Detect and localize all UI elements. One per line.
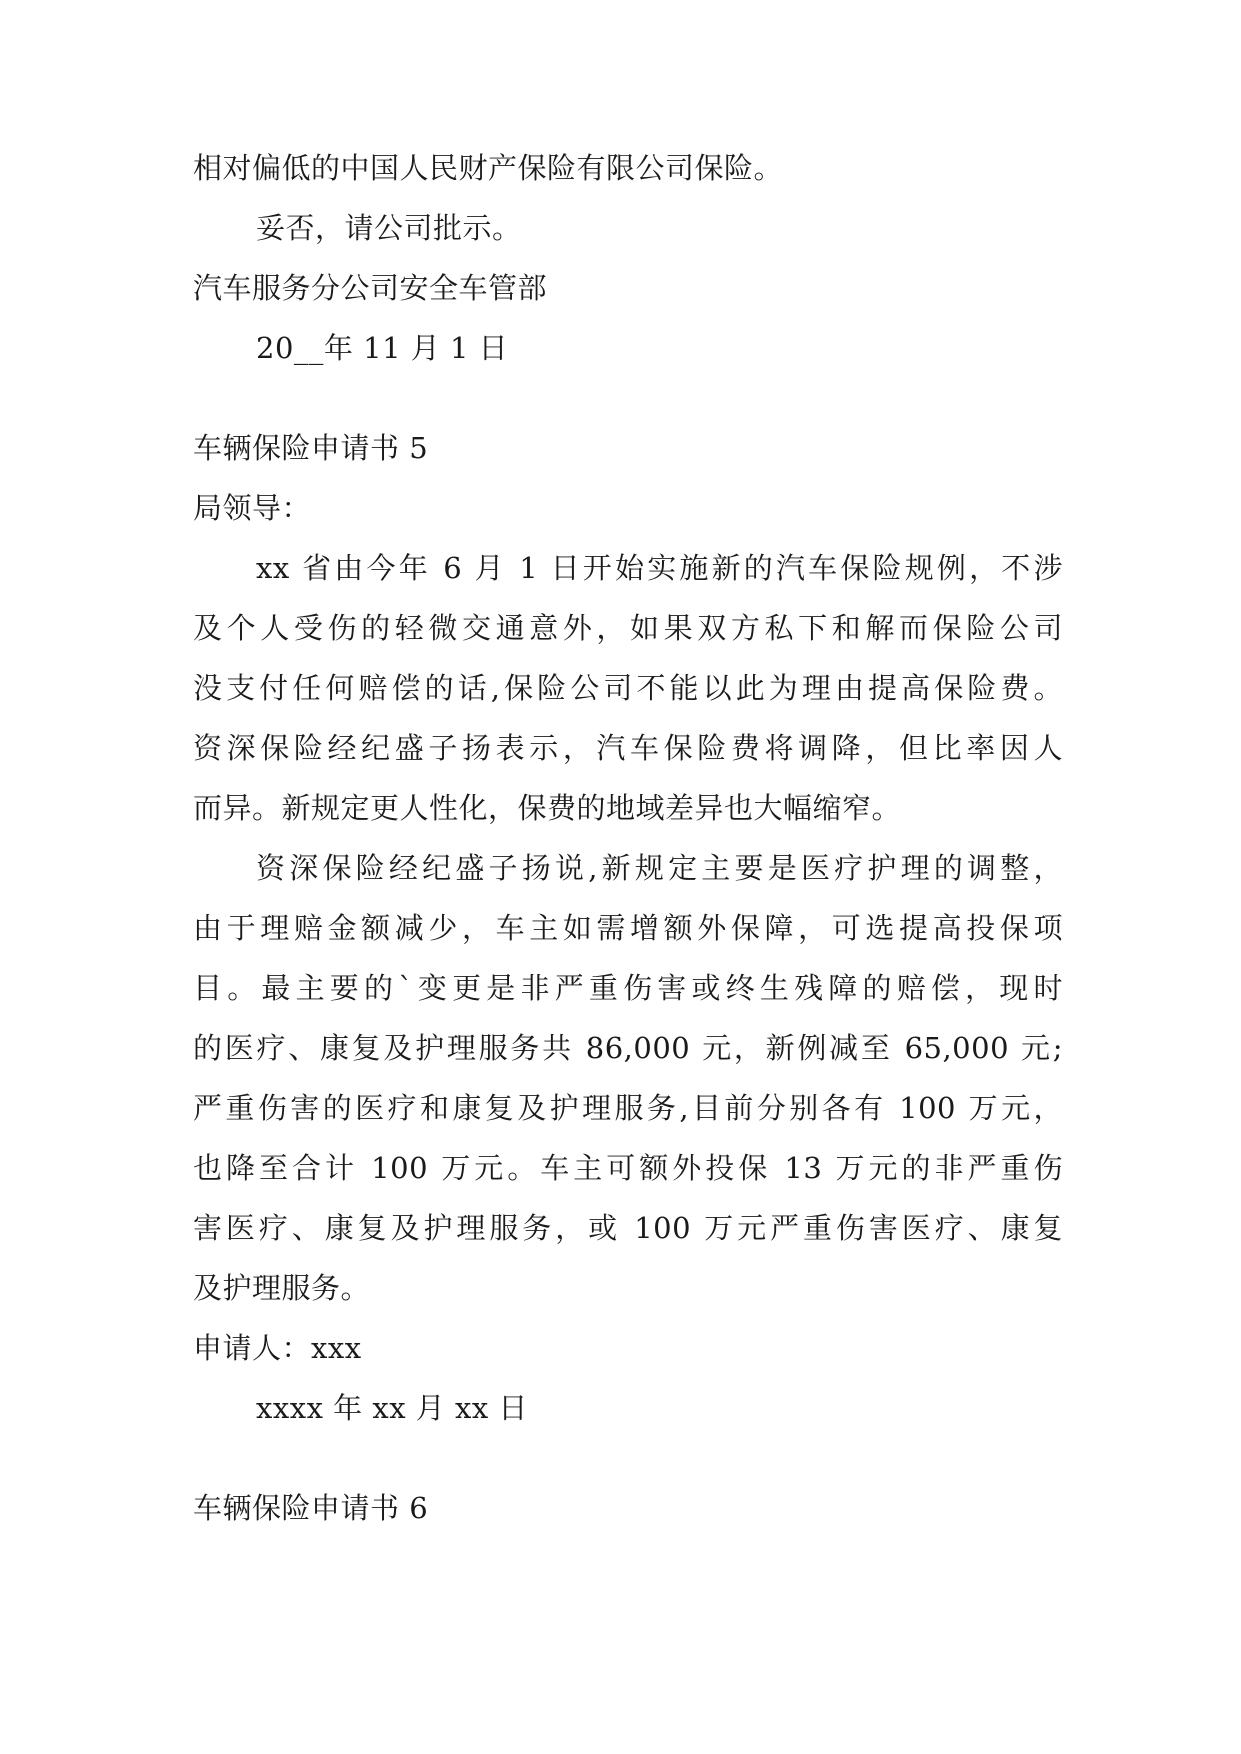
letter-date: 20__年 11 月 1 日 <box>256 331 509 365</box>
paragraph-line: 而异。新规定更人性化，保费的地域差异也大幅缩窄。 <box>193 791 902 825</box>
paragraph-line: 及护理服务。 <box>193 1271 371 1305</box>
paragraph-line: xx 省由今年 6 月 1 日开始实施新的汽车保险规例，不涉 <box>256 551 1063 585</box>
paragraph-line: 严重伤害的医疗和康复及护理服务,目前分别各有 100 万元， <box>193 1091 1063 1125</box>
paragraph-line: 没支付任何赔偿的话,保险公司不能以此为理由提高保险费。 <box>193 671 1063 705</box>
paragraph-line: 资深保险经纪盛子扬说,新规定主要是医疗护理的调整， <box>256 851 1063 885</box>
section-title: 车辆保险申请书 6 <box>193 1491 429 1525</box>
paragraph-line: 的医疗、康复及护理服务共 86,000 元，新例减至 65,000 元; <box>193 1031 1063 1065</box>
signature-department: 汽车服务分公司安全车管部 <box>193 271 548 305</box>
paragraph-line: 也降至合计 100 万元。车主可额外投保 13 万元的非严重伤 <box>193 1151 1063 1185</box>
closing-request: 妥否，请公司批示。 <box>256 211 522 245</box>
application-date: xxxx 年 xx 月 xx 日 <box>256 1391 528 1425</box>
paragraph-line: 及个人受伤的轻微交通意外，如果双方私下和解而保险公司 <box>193 611 1063 645</box>
applicant-line: 申请人：xxx <box>193 1331 362 1365</box>
salutation: 局领导： <box>193 491 312 525</box>
paragraph-line: 目。最主要的`变更是非严重伤害或终生残障的赔偿，现时 <box>193 971 1063 1005</box>
paragraph-line: 由于理赔金额减少，车主如需增额外保障，可选提高投保项 <box>193 911 1063 945</box>
paragraph-line: 害医疗、康复及护理服务，或 100 万元严重伤害医疗、康复 <box>193 1211 1063 1245</box>
paragraph-line: 资深保险经纪盛子扬表示，汽车保险费将调降，但比率因人 <box>193 731 1063 765</box>
section-title: 车辆保险申请书 5 <box>193 431 429 465</box>
body-line: 相对偏低的中国人民财产保险有限公司保险。 <box>193 151 784 185</box>
